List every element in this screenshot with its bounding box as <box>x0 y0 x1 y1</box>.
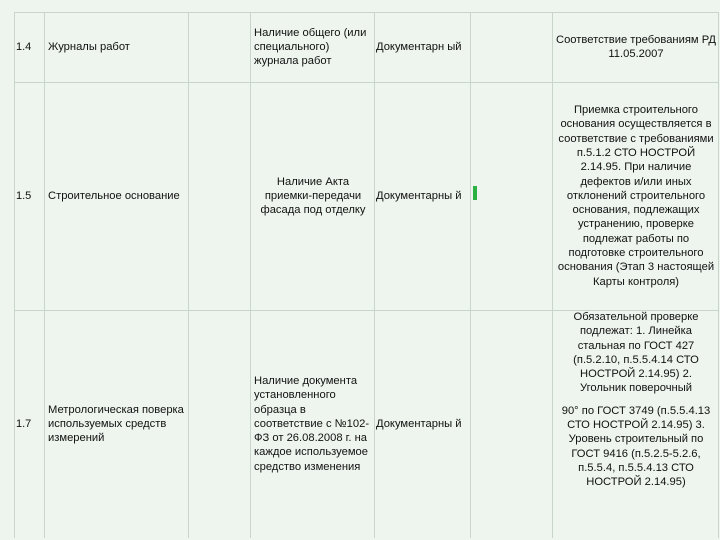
row-number: 1.5 <box>16 189 32 202</box>
requirement-text: Наличие документа установленного образца в соответствие с №102-ФЗ от 26.08.2008 г. на каждое используемое средство изменения <box>254 374 370 473</box>
row-number: 1.4 <box>16 40 32 53</box>
control-type: Документарны й <box>376 189 462 202</box>
compliance-block <box>556 310 716 538</box>
table-row <box>0 82 720 310</box>
row-number: 1.7 <box>16 417 32 430</box>
control-type: Документарны й <box>376 417 462 430</box>
row-title: Журналы работ <box>48 40 130 53</box>
table-row <box>0 12 720 82</box>
row-title: Строительное основание <box>48 189 180 202</box>
status-mark <box>473 186 477 200</box>
requirement-text: Наличие Акта приемки-передачи фасада под отделку <box>260 175 366 217</box>
compliance-text: Приемка строительного основания осуществляется в соответствие с требованиями п.5.1.2 СТО НОСТРОЙ 2.14.95. При наличие дефектов и/или иных отклонений строительного основания, подлежащих устранению, проверке подлежат работы по подготовке строительного основания (Этап 3 настоящей Карты контроля) <box>557 104 715 288</box>
compliance-text: Обязательной проверке подлежат: 1. Линейка стальная по ГОСТ 427 (п.5.2.10, п.5.5.4.14 СТО НОСТРОЙ 2.14.95) 2. Угольник поверочный <box>573 311 699 395</box>
row-title: Метрологическая поверка используемых средств измерений <box>48 403 184 445</box>
control-type: Документарн ый <box>376 40 462 53</box>
table-row <box>0 310 720 538</box>
compliance-text: Соответствие требованиям РД 11.05.2007 <box>556 33 716 60</box>
requirement-text: Наличие общего (или специального) журнала работ <box>254 26 367 68</box>
compliance-text-continued: 90° по ГОСТ 3749 (п.5.5.4.13 СТО НОСТРОЙ 2.14.95) 3. Уровень строительный по ГОСТ 9416 (п.5.2.5-5.2.6, п.5.5.4, п.5.5.4.13 СТО НОСТРОЙ 2.14.95) <box>561 404 711 489</box>
